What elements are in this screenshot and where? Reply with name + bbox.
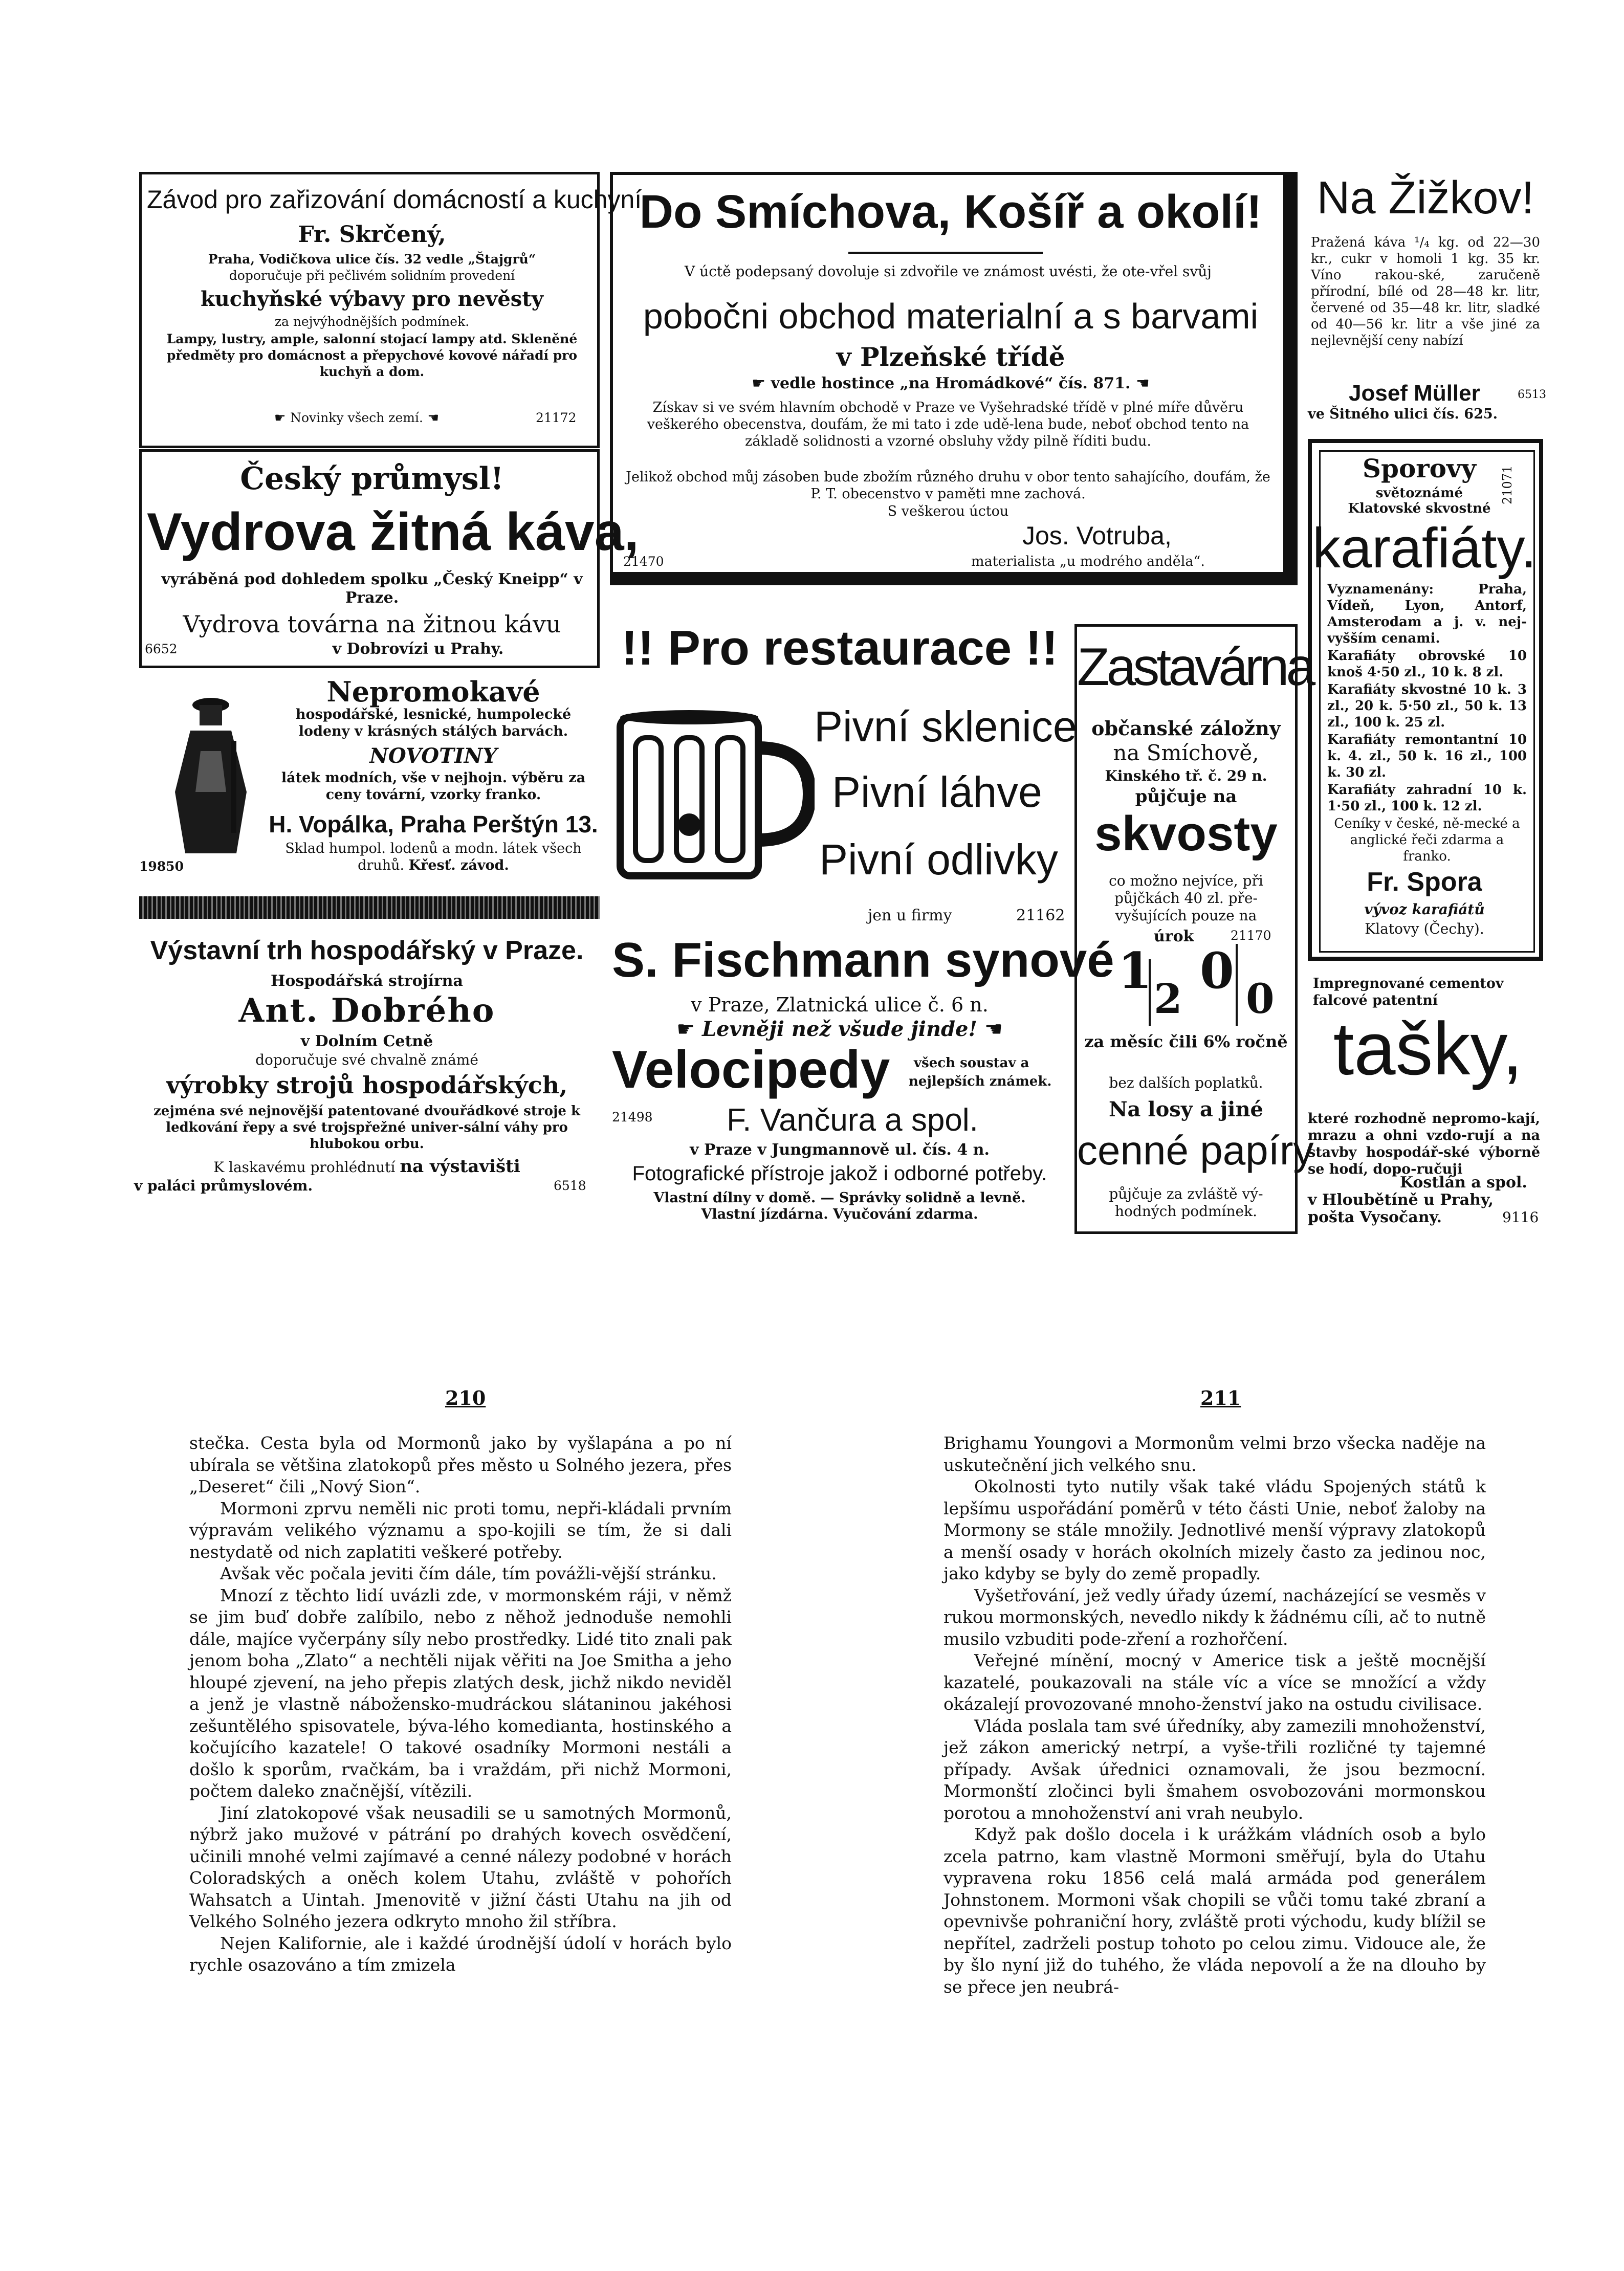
ad-zastavarna-lots: Na losy a jiné: [1108, 1097, 1263, 1121]
ad-vancura-photo: Fotografické přístroje jakož i odborné potřeby.: [632, 1162, 1047, 1185]
ad-spora-catalog: Ceníky v české, ně-mecké a anglické řeči zdarma a franko.: [1334, 816, 1520, 864]
ad-votruba-intro: V úctě podepsaný dovoluje si zdvořile ve známost uvésti, že ote-vřel svůj: [685, 263, 1212, 280]
ad-skrceny-terms: za nejvýhodnějších podmínek.: [274, 314, 470, 329]
ad-zizkov-street: ve Šitného ulici čís. 625.: [1308, 406, 1498, 422]
ad-fischmann-name: S. Fischmann synové: [612, 933, 1114, 987]
ad-dobry-product: výrobky strojů hospodářských,: [166, 1071, 568, 1099]
ad-votruba-title: Do Smíchova, Košíř a okolí!: [639, 186, 1262, 238]
ad-vydrova: [139, 449, 639, 668]
ad-zastavarna-fees: bez dalších poplatků.: [1109, 1074, 1263, 1091]
ad-votruba-number: 21470: [623, 554, 664, 569]
ad-votruba-shop: pobočni obchod materialní a s barvami: [643, 296, 1259, 336]
pointing-hand-icon: ☛: [676, 1018, 702, 1041]
ad-vopalka-number: 19850: [139, 859, 184, 874]
left-paragraph: Mormoni zprvu neměli nic proti tomu, nepři-kládali prvním výpravám velikého významu a spo-kojili se tím, že si dali nestydatě od nich zaplatiti veškeré potřeby.: [189, 1498, 732, 1562]
ad-skrceny-recommend: doporučuje při pečlivém solidním provedení: [229, 268, 515, 283]
ad-vancura-sub2: nejlepších známek.: [909, 1074, 1052, 1089]
ad-fischmann-only: jen u firmy: [868, 907, 952, 924]
ad-spora-product: karafiáty.: [1312, 517, 1537, 580]
ad-zastavarna-number: 21170: [1231, 928, 1271, 943]
pointing-hand-icon: ☚: [423, 410, 440, 425]
ad-kostlan-place: v Hloubětíně u Prahy,: [1308, 1191, 1494, 1209]
ad-fischmann-item3: Pivní odlivky: [819, 835, 1058, 884]
ad-votruba-role: materialista „u modrého anděla“.: [971, 554, 1205, 569]
ad-votruba: [610, 172, 1298, 585]
ad-dobry-visit: [134, 1158, 600, 1176]
ad-zastavarna-papers: cenné papíry: [1077, 1128, 1314, 1173]
ad-vydrova-title: Vydrova žitná káva,: [147, 502, 639, 562]
ad-votruba-respect: S veškerou úctou: [887, 503, 1009, 519]
ad-zastavarna-rate-b: 2: [1154, 975, 1182, 1023]
ad-zastavarna-terms2: půjčuje za zvláště vý-hodných podmínek.: [1109, 1185, 1263, 1220]
ad-fischmann: [612, 620, 1114, 1029]
ad-zastavarna-monthly: za měsíc čili 6% ročně: [1084, 1032, 1288, 1051]
right-paragraph: Když pak došlo docela i k urážkám vládních osob a bylo zcela patrno, kam vlastně Mormoni směřují, byla do Utahu vypravena roku 1856 celá malá armáda pod generálem Johnstonem. Mormoni však chopili se vůči tomu také zbraní a opevnivše pohraniční hory, zvláště proti východu, kudy blížil se nepřítel, zadrželi postup tohoto po celou zimu. Vidouce ale, že by šlo nyní již do tuhého, že vláda nepovolí a že na dlouho by se přece jen neubrá-: [943, 1824, 1486, 1997]
ad-zastavarna-sub: občanské záložny: [1091, 717, 1281, 740]
ad-vopalka-news-desc: látek modních, vše v nejhojn. výběru za ceny tovární, vzorky franko.: [281, 770, 586, 803]
left-paragraph: Avšak věc počala jeviti čím dále, tím povážli-vější stránku.: [220, 1563, 717, 1583]
pointing-hand-icon: ☚: [1130, 374, 1150, 392]
ad-zastavarna-lends: půjčuje na: [1135, 786, 1237, 807]
ad-fischmann-title: !! Pro restaurace !!: [621, 621, 1058, 675]
ad-skrceny-title: Závod pro zařizování domácností a kuchyní,: [147, 185, 649, 214]
ad-skrceny-address: Praha, Vodičkova ulice čís. 32 vedle „Štajgrů“: [208, 252, 536, 267]
ad-vancura-title: Velocipedy: [612, 1040, 890, 1099]
ornamental-divider: [139, 896, 600, 919]
ad-zastavarna-urok: úrok: [1154, 928, 1194, 945]
left-paragraph: stečka. Cesta byla od Mormonů jako by vyšlapána a po ní ubírala se většina zlatokopů přes město u Solného jezera, přes „Deseret“ čili „Nový Sion“.: [189, 1433, 732, 1496]
ad-vancura-slogan: [612, 1017, 1067, 1041]
ad-skrceny-name: Fr. Skrčený,: [298, 222, 446, 248]
ad-spora-p2: Karafiáty skvostné 10 k. 3 zl., 20 k. 5·50 zl., 50 k. 13 zl., 100 k. 25 zl.: [1327, 682, 1527, 730]
ad-fischmann-item1: Pivní sklenice: [814, 702, 1077, 751]
raincoat-man-icon: [160, 690, 262, 858]
ad-vancura-footer2: Vlastní jízdárna. Vyučování zdarma.: [701, 1206, 978, 1222]
ad-skrceny-number: 21172: [536, 410, 577, 425]
ad-spora-side-number: 21071: [1500, 465, 1515, 504]
ad-skrceny-items: Lampy, lustry, ample, salonní stojací lampy atd. Skleněné předměty pro domácnost a přepychové kovové nářadí pro kuchyň a dom.: [166, 332, 578, 379]
ad-vydrova-number: 6652: [145, 642, 178, 656]
raincoat-man-illustration: [160, 690, 262, 858]
ad-zizkov-name: Josef Müller: [1349, 381, 1480, 406]
ad-votruba-near-text: vedle hostince „na Hromádkové“ čís. 871.: [771, 374, 1131, 392]
ad-votruba-street: v Plzeňské třídě: [836, 342, 1065, 372]
ad-vydrova-place: v Dobrovízi u Prahy.: [332, 640, 504, 658]
ad-vydrova-factory: Vydrova továrna na žitnou kávu: [183, 610, 561, 638]
left-page-text: [189, 1432, 732, 1976]
pointing-hand-icon: ☚: [977, 1018, 1003, 1041]
ad-zizkov-number: 6513: [1518, 388, 1546, 401]
ad-fischmann-item2: Pivní láhve: [832, 768, 1042, 816]
ad-vopalka: [139, 669, 600, 884]
ad-zizkov: [1308, 172, 1546, 428]
ad-spora-name: Fr. Spora: [1367, 867, 1482, 897]
ad-votruba-text1: Získav si ve svém hlavním obchodě v Praze ve Vyšehradské třídě v plné míře důvěru veškerého obecenstva, doufám, že mi tato i zde udě-lena bude, neboť obchod tento na základě solidnosti a vzorné obsluhy vždy pilně říditi budu.: [647, 400, 1249, 449]
ad-zastavarna-terms: co možno nejvíce, při půjčkách 40 zl. pře-vyšujících pouze na: [1109, 872, 1263, 924]
ad-spora-sub2: Klatovské skvostné: [1348, 501, 1491, 516]
left-page-number: 210: [445, 1386, 486, 1409]
ad-vancura-name: F. Vančura a spol.: [727, 1103, 978, 1138]
left-paragraph: Jiní zlatokopové však neusadili se u samotných Mormonů, nýbrž jako mužové v pátrání po drahých kovech osvědčení, učinili mnohé velmi zajímavé a cenné nálezy podobné v horách Coloradských a oněch kolem Utahu, zvláště v pohořích Wahsatch a Uintah. Jmenovitě v jižní části Utahu na jih od Velkého Solného jezera odkryto mnoho žil stříbra.: [189, 1802, 732, 1931]
ad-vancura: [612, 1017, 1067, 1232]
ad-votruba-near: [618, 376, 1283, 392]
ad-vopalka-desc: hospodářské, lesnické, humpolecké lodeny v krásných stálých barvách.: [295, 707, 572, 739]
ad-vancura-sub1: všech soustav a: [914, 1055, 1029, 1071]
ad-dobry-title: Výstavní trh hospodářský v Praze.: [150, 936, 584, 965]
ad-vopalka-news: NOVOTINY: [369, 744, 497, 768]
ad-skrceny-novelties-text: Novinky všech zemí.: [290, 410, 423, 425]
right-paragraph: Brighamu Youngovi a Mormonům velmi brzo všecka naděje na uskutečnění jich velkého snu.: [943, 1433, 1486, 1475]
ad-vopalka-store-text: Sklad humpol. lodenů a modn. látek všech druhů.: [285, 841, 582, 873]
ad-vopalka-store-tail: Křesť. závod.: [408, 857, 509, 873]
ad-spora-title: Sporovy: [1362, 453, 1477, 483]
ad-fischmann-address: v Praze, Zlatnická ulice č. 6 n.: [691, 994, 989, 1016]
ad-kostlan-intro: Impregnované cementov falcové patentní: [1313, 976, 1504, 1008]
ad-spora-p1: Karafiáty obrovské 10 knoš 4·50 zl., 10 k. 8 zl.: [1327, 648, 1527, 680]
right-paragraph: Okolnosti tyto nutily však také vládu Spojených států k lepšímu uspořádání poměrů v této části Unie, neboť žaloby na Mormony se stále množily. Jednotlivé menší výpravy zlatokopů a menší osady v horách okolních mizely často za jedinou noc, jako kdyby se byly do země propadly.: [943, 1476, 1486, 1583]
ad-kostlan-post: pošta Vysočany.: [1308, 1208, 1442, 1226]
ad-skrceny: [139, 172, 649, 448]
ad-dobry-sub: Hospodářská strojírna: [271, 972, 463, 990]
ad-vancura-number: 21498: [612, 1110, 653, 1125]
ad-dobry: [134, 931, 600, 1197]
ad-spora-place: Klatovy (Čechy).: [1365, 920, 1484, 937]
rate-divider: [1236, 944, 1238, 1026]
right-paragraph: Veřejné mínění, mocný v Americe tisk a ještě mocnější kazatelé, poukazovali na stále víc a více se množící a vždy okázalejí provozované mnoho-ženství jako na ostudu civilisace.: [943, 1650, 1486, 1714]
ad-spora: [1308, 439, 1543, 961]
ad-vydrova-top: Český průmysl!: [240, 461, 504, 497]
ad-kostlan: [1308, 975, 1543, 1241]
ad-dobry-number: 6518: [554, 1178, 586, 1193]
ad-zizkov-title: Na Žižkov!: [1316, 172, 1534, 224]
ad-zastavarna-place: na Smíchově,: [1113, 740, 1259, 765]
ad-vopalka-title: Nepromokavé: [326, 675, 540, 708]
ad-zastavarna-rate-a: 1: [1118, 942, 1152, 1000]
ad-kostlan-name: Kostlán a spol.: [1400, 1174, 1527, 1192]
ad-spora-export: vývoz karafiátů: [1364, 901, 1485, 918]
beer-mug-illustration: [615, 707, 815, 881]
pointing-hand-icon: ☛: [274, 410, 291, 425]
ad-dobry-recommend: doporučuje své chvalně známé: [255, 1051, 478, 1068]
ad-spora-awards: Vyznamenány: Praha, Vídeň, Lyon, Antorf, Amsterodam a j. v. nej-vyšším cenami.: [1327, 582, 1527, 646]
ad-zastavarna-rate-c: 0: [1200, 942, 1234, 1000]
ad-dobry-palace: v paláci průmyslovém.: [134, 1177, 313, 1194]
right-paragraph: Vláda poslala tam své úředníky, aby zamezili mnohoženství, jež zákon americký netrpí, a vyše-třili rozličné ty tajemné případy. Avšak úřednici oznamovali, že jsou bezmocní. Mormonští zločinci byli šmahem osvobozováni mormonskou porotou a mnohoženství ani vrah neubylo.: [943, 1715, 1486, 1823]
left-paragraph: Nejen Kalifornie, ale i každé úrodnější údolí v horách bylo rychle osazováno a tím zmizela: [189, 1933, 732, 1975]
ad-fischmann-number: 21162: [1016, 907, 1065, 924]
ad-kostlan-number: 9116: [1502, 1209, 1539, 1226]
ad-zastavarna-title: Zastavárna: [1077, 637, 1313, 697]
ad-kostlan-desc: které rozhodně nepromo-kají, mrazu a ohni vzdo-rují a na stavby hospodář-ské výborně se hodí, dopo-ručuji: [1308, 1111, 1540, 1177]
ad-vancura-address: v Praze v Jungmannově ul. čís. 4 n.: [690, 1141, 990, 1159]
ad-vancura-footer1: Vlastní dílny v domě. — Správky solidně a levně.: [653, 1190, 1026, 1206]
ad-skrceny-product: kuchyňské výbavy pro nevěsty: [200, 287, 544, 311]
ad-dobry-visit-text: K laskavému prohlédnutí: [213, 1159, 396, 1176]
ad-votruba-signature: Jos. Votruba,: [1022, 521, 1172, 550]
ad-vopalka-name: H. Vopálka, Praha Perštýn 13.: [269, 811, 598, 837]
ad-zastavarna-product: skvosty: [1094, 806, 1278, 861]
ad-spora-p3: Karafiáty remontantní 10 k. 4. zl., 50 k. 16 zl., 100 k. 30 zl.: [1327, 732, 1527, 780]
rate-divider: [1149, 959, 1151, 1026]
divider: [848, 252, 1043, 254]
ad-votruba-text2: Jelikož obchod můj zásoben bude zbožím různého druhu v obor tento sahajícího, doufám, že P. T. obecenstvo v paměti mne zachová.: [626, 469, 1270, 502]
ad-dobry-place: v Dolním Cetně: [300, 1032, 433, 1050]
pointing-hand-icon: ☛: [752, 374, 771, 392]
ad-zizkov-text: Pražená káva ¹/₄ kg. od 22—30 kr., cukr v homoli 1 kg. 35 kr. Víno rakou-ské, zaručeně přírodní, bílé od 28—48 kr. litr, červené od 35—48 kr. litr, sladké od 40—56 kr. litr a vše jiné za nejlevnější ceny nabízí: [1311, 235, 1540, 348]
ad-dobry-desc: zejména své nejnovější patentované dvouřádkové stroje k ledkování řepy a své trojspřežné univer-sální váhy pro hlubokou orbu.: [153, 1104, 580, 1152]
ad-kostlan-product: tašky,: [1333, 1007, 1523, 1090]
ad-spora-sub: světoznámé: [1375, 486, 1463, 501]
right-page-number: 211: [1200, 1386, 1241, 1409]
ad-zastavarna-rate-d: 0: [1246, 975, 1275, 1023]
right-page-text: [943, 1432, 1486, 1998]
right-paragraph: Vyšetřování, jež vedly úřady území, nacházející se vesměs v rukou mormonských, nevedlo nikdy k žádnému cíli, ač to nutně musilo vzbuditi pode-zření a rozhořčení.: [943, 1585, 1486, 1649]
ad-vancura-slogan-text: Levněji než všude jinde!: [701, 1017, 978, 1041]
ad-vydrova-sub: vyráběná pod dohledem spolku „Český Kneipp“ v Praze.: [161, 570, 583, 607]
beer-mug-icon: [615, 707, 815, 881]
ad-dobry-visit-tail: na výstavišti: [400, 1156, 520, 1177]
ad-zastavarna-address: Kinského tř. č. 29 n.: [1105, 767, 1267, 784]
ad-zastavarna: [1074, 624, 1314, 1234]
ad-dobry-name: Ant. Dobrého: [238, 991, 495, 1030]
ad-spora-p4: Karafiáty zahradní 10 k. 1·50 zl., 100 k. 12 zl.: [1327, 782, 1527, 814]
ad-skrceny-novelties: [152, 410, 561, 426]
ad-vopalka-store: [272, 840, 595, 874]
left-paragraph: Mnozí z těchto lidí uvázli zde, v mormonském ráji, v němž se jim buď dobře zalíbilo, nebo z něhož jednoduše nemohli dále, majíce vyčerpány síly nebo prostředky. Lidé tito znali pak jenom boha „Zlato“ a nechtěli nijak věřiti na Joe Smitha a jeho hloupé zjevení, na jeho přepis zlatých desk, jichž nikdo neviděl a jenž je vlastně nábožensko-mudráckou slátaninou jakéhosi zešuntělého spisovatele, býva-lého komedianta, hostinského a kočujícího kazatele! O takové osadníky Mormoni nestáli a došlo k sporům, rvačkám, ba i vraždám, při nichž Mormoni, počtem daleko značnější, vítězili.: [189, 1585, 732, 1801]
